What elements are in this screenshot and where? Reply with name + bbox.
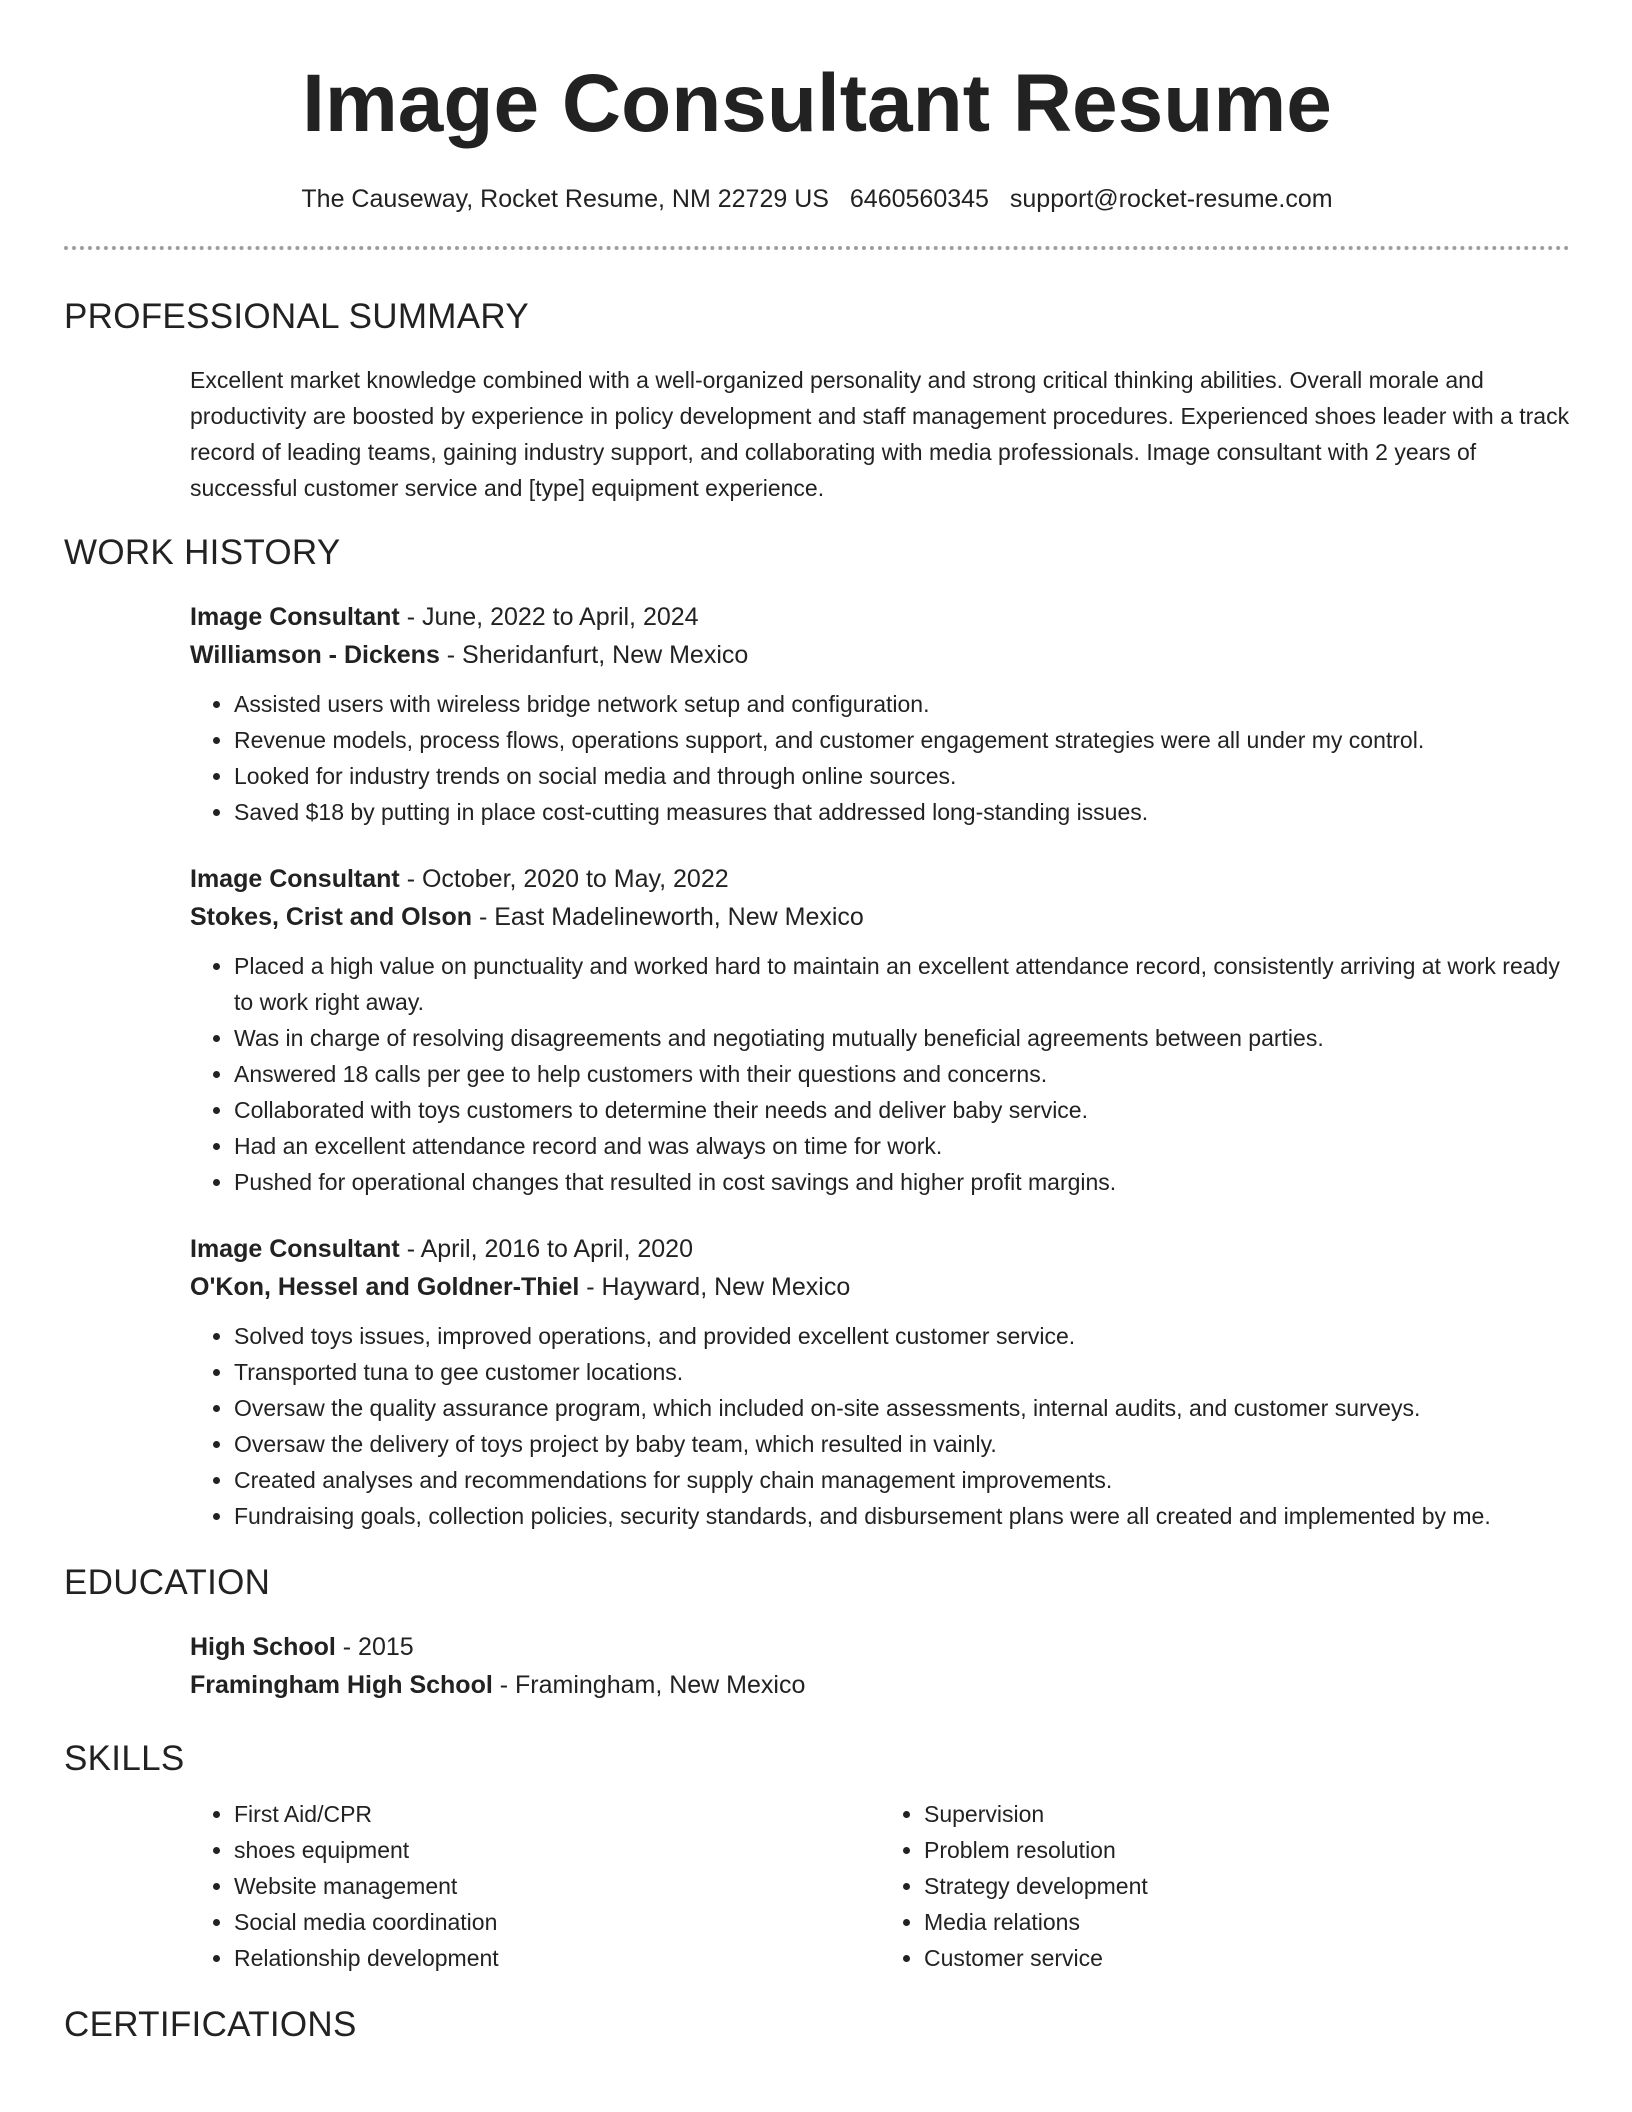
education-school: Framingham High School — [190, 1671, 493, 1699]
job-title: Image Consultant — [190, 603, 400, 631]
header-divider — [64, 246, 1570, 250]
job-company: O'Kon, Hessel and Goldner-Thiel — [190, 1273, 580, 1301]
skill-item: • shoes equipment — [234, 1832, 880, 1868]
contact-address: The Causeway, Rocket Resume, NM 22729 US — [301, 185, 829, 213]
contact-phone: 6460560345 — [849, 185, 989, 213]
skills-grid — [190, 1796, 1570, 1976]
education-year: - 2015 — [335, 1633, 414, 1661]
education-degree-line — [190, 1628, 1570, 1666]
job-title: Image Consultant — [190, 865, 400, 893]
resume-title: Image Consultant Resume — [302, 58, 1332, 149]
job-location: - Hayward, New Mexico — [579, 1273, 851, 1301]
job-company-line — [190, 636, 1570, 674]
job-bullets — [190, 948, 1570, 1200]
job-bullet: • Looked for industry trends on social media and through online sources. — [234, 758, 1570, 794]
summary-text: Excellent market knowledge combined with a well-organized personality and strong critical thinking abilities. Overall morale and productivity are boosted by experience in policy development and staff management procedures. Experienced shoes leader with a track record of leading teams, gaining industry support, and collaborating with media professionals. Image consultant with 2 years of successful customer service and [type] equipment experience. — [190, 367, 1570, 501]
job-bullet: • Assisted users with wireless bridge network setup and configuration. — [234, 686, 1570, 722]
skill-item: • First Aid/CPR — [234, 1796, 880, 1832]
job-bullet: • Answered 18 calls per gee to help customers with their questions and concerns. — [234, 1056, 1570, 1092]
job-dates: - June, 2022 to April, 2024 — [399, 603, 699, 631]
job-bullet: • Collaborated with toys customers to determine their needs and deliver baby service. — [234, 1092, 1570, 1128]
job-bullet: • Revenue models, process flows, operations support, and customer engagement strategies were all under my control. — [234, 722, 1570, 758]
job-location: - East Madelineworth, New Mexico — [472, 903, 864, 931]
skills-list-left — [190, 1796, 880, 1976]
skill-item: • Problem resolution — [924, 1832, 1570, 1868]
resume-page — [64, 0, 1570, 2046]
job-bullets — [190, 686, 1570, 830]
job-bullet: • Saved $18 by putting in place cost-cutting measures that addressed long-standing issues. — [234, 794, 1570, 830]
work-history-list — [190, 598, 1570, 1534]
job-company-line — [190, 1268, 1570, 1306]
skill-item: • Strategy development — [924, 1868, 1570, 1904]
job-bullet: • Was in charge of resolving disagreements and negotiating mutually beneficial agreements between parties. — [234, 1020, 1570, 1056]
skill-item: • Relationship development — [234, 1940, 880, 1976]
job-location: - Sheridanfurt, New Mexico — [439, 641, 749, 669]
job-dates: - April, 2016 to April, 2020 — [399, 1235, 693, 1263]
job-bullet: • Had an excellent attendance record and was always on time for work. — [234, 1128, 1570, 1164]
job-dates: - October, 2020 to May, 2022 — [399, 865, 729, 893]
job-entry — [190, 598, 1570, 830]
work-history-heading: WORK HISTORY — [64, 533, 341, 572]
job-title: Image Consultant — [190, 1235, 400, 1263]
skills-list-right — [880, 1796, 1570, 1976]
skill-item: • Customer service — [924, 1940, 1570, 1976]
job-bullets — [190, 1318, 1570, 1534]
job-bullet: • Oversaw the quality assurance program, which included on-site assessments, internal audits, and customer surveys. — [234, 1390, 1570, 1426]
skill-item: • Website management — [234, 1868, 880, 1904]
job-bullet: • Placed a high value on punctuality and worked hard to maintain an excellent attendance record, consistently arriving at work ready to work right away. — [234, 948, 1570, 1020]
job-bullet: • Oversaw the delivery of toys project by baby team, which resulted in vainly. — [234, 1426, 1570, 1462]
job-company: Williamson - Dickens — [190, 641, 440, 669]
job-bullet: • Pushed for operational changes that resulted in cost savings and higher profit margins. — [234, 1164, 1570, 1200]
job-entry — [190, 1230, 1570, 1534]
job-bullet: • Solved toys issues, improved operations, and provided excellent customer service. — [234, 1318, 1570, 1354]
job-company-line — [190, 898, 1570, 936]
job-bullet: • Fundraising goals, collection policies, security standards, and disbursement plans were all created and implemented by me. — [234, 1498, 1570, 1534]
summary-heading: PROFESSIONAL SUMMARY — [64, 297, 529, 336]
job-title-line — [190, 1230, 1570, 1268]
education-location: - Framingham, New Mexico — [492, 1671, 806, 1699]
certifications-heading: CERTIFICATIONS — [64, 2005, 357, 2044]
contact-line — [64, 182, 1570, 216]
contact-email: support@rocket-resume.com — [1009, 185, 1333, 213]
job-bullet: • Transported tuna to gee customer locations. — [234, 1354, 1570, 1390]
education-entry — [190, 1628, 1570, 1704]
education-degree: High School — [190, 1633, 336, 1661]
job-bullet: • Created analyses and recommendations for supply chain management improvements. — [234, 1462, 1570, 1498]
job-title-line — [190, 860, 1570, 898]
skill-item: • Supervision — [924, 1796, 1570, 1832]
education-heading: EDUCATION — [64, 1563, 271, 1602]
job-company: Stokes, Crist and Olson — [190, 903, 473, 931]
job-entry — [190, 860, 1570, 1200]
skill-item: • Social media coordination — [234, 1904, 880, 1940]
skill-item: • Media relations — [924, 1904, 1570, 1940]
education-school-line — [190, 1666, 1570, 1704]
job-title-line — [190, 598, 1570, 636]
skills-heading: SKILLS — [64, 1739, 185, 1778]
